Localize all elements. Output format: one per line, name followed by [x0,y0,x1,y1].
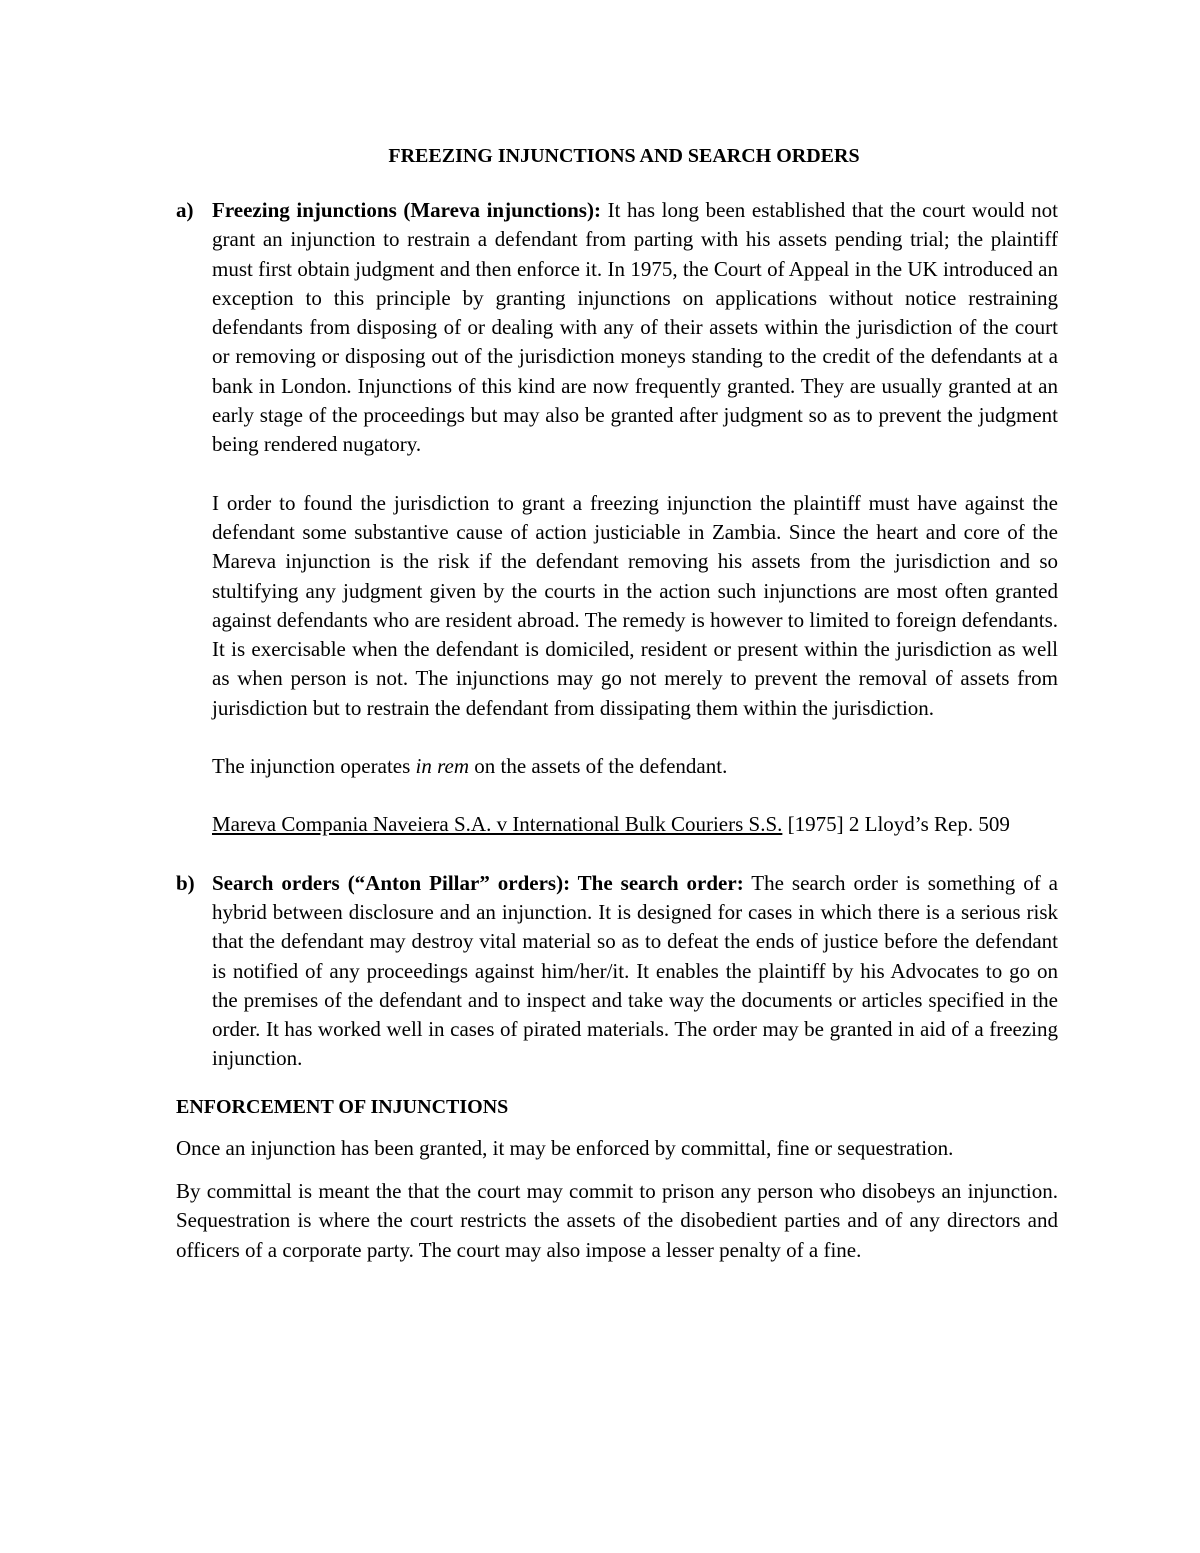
section-b-paragraph [212,869,1058,1074]
citation-report: [1975] 2 Lloyd’s Rep. 509 [787,812,1010,837]
section-a-paragraph-3 [212,752,1058,781]
document-title: FREEZING INJUNCTIONS AND SEARCH ORDERS [388,145,860,167]
enforcement-paragraph-2: By committal is meant the that the court may commit to prison any person who disobeys an injunction. Sequestration is where the court restricts the assets of the disobedient parties and of any directors and officers of a corporate party. The court may also impose a lesser penalty of a fine. [176,1179,1058,1262]
section-search-orders [176,869,1058,1074]
in-rem-before: The injunction operates [212,754,411,779]
mareva-citation [212,810,1058,839]
in-rem-after: on the assets of the defendant. [474,754,728,779]
enforcement-heading: ENFORCEMENT OF INJUNCTIONS [176,1095,509,1118]
section-b-text: The search order is something of a hybrid between disclosure and an injunction. It is designed for cases in which there is a serious risk that the defendant may destroy vital material so as to defeat the ends of justice before the defendant is notified of any proceedings against him/her/it. It enables the plaintiff by his Advocates to go on the premises of the defendant and to inspect and take way the documents or articles specified in the order. It has worked well in cases of pirated materials. The order may be granted in aid of a freezing injunction. [212,870,1059,1071]
section-b-heading: Search orders (“Anton Pillar” orders): The search order: [212,870,744,895]
section-freezing-injunctions [176,196,1058,840]
list-marker-a: a) [176,198,194,222]
citation-case-name: Mareva Compania Naveiera S.A. v International Bulk Couriers S.S. [212,812,783,837]
enforcement-paragraph-1: Once an injunction has been granted, it may be enforced by committal, fine or sequestration. [176,1135,954,1160]
list-marker-b: b) [176,870,195,895]
section-a-text-1: It has long been established that the court would not grant an injunction to restrain a defendant from parting with his assets pending trial; the plaintiff must first obtain judgment and then enforce it. In 1975, the Court of Appeal in the UK introduced an exception to this principle by granting injunctions on applications without notice restraining defendants from disposing of or dealing with any of their assets within the jurisdiction of the court or removing or disposing out of the jurisdiction moneys standing to the credit of the defendants at a bank in London. Injunctions of this kind are now frequently granted. They are usually granted at an early stage of the proceedings but may also be granted after judgment so as to prevent the judgment being rendered nugatory. [212,198,1058,457]
section-b-body [212,869,1058,1074]
in-rem-italic: in rem [415,754,469,779]
section-a-paragraph-2: I order to found the jurisdiction to grant a freezing injunction the plaintiff must have against the defendant some substantive cause of action justiciable in Zambia. Since the heart and core of the Mareva injunction is the risk if the defendant removing his assets from the jurisdiction and so stultifying any judgment given by the courts in the action such injunctions are most often granted against defendants who are resident abroad. The remedy is however to limited to foreign defendants. It is exercisable when the defendant is domiciled, resident or present within the jurisdiction as well as when person is not. The injunctions may go not merely to prevent the removal of assets from jurisdiction but to restrain the defendant from dissipating them within the jurisdiction. [212,490,1058,720]
section-a-paragraph-1 [212,196,1058,460]
section-a-heading: Freezing injunctions (Mareva injunctions): [212,198,601,222]
section-a-body [212,196,1058,840]
